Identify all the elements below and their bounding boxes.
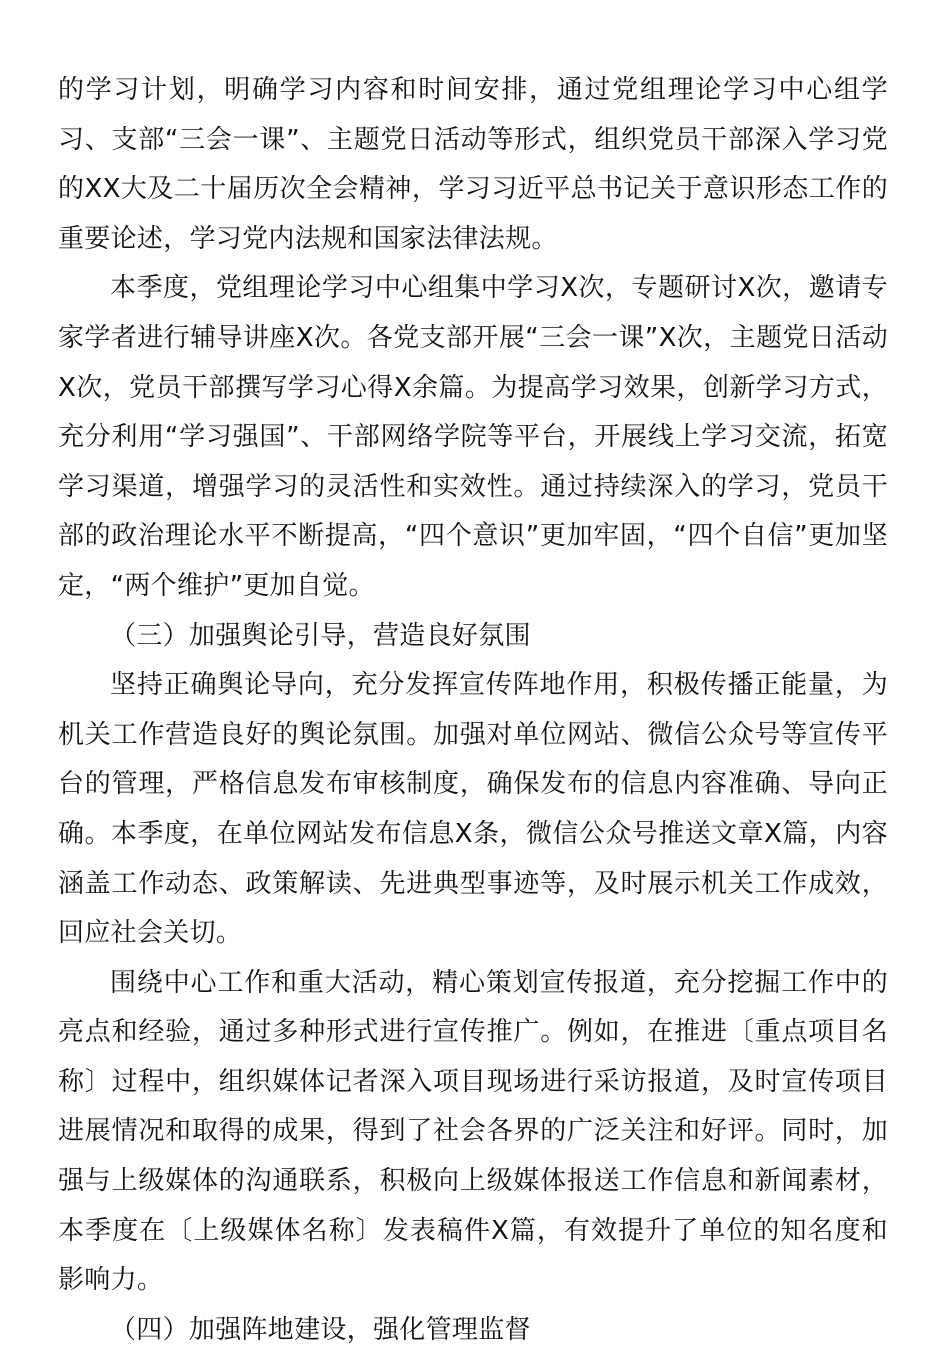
- paragraph-public-opinion: 坚持正确舆论导向，充分发挥宣传阵地作用，积极传播正能量，为机关工作营造良好的舆论氛围。加强对单位网站、微信公众号等宣传平台的管理，严格信息发布审核制度，确保发布的信息内容准确、导向正确。本季度，在单位网站发布信息X条，微信公众号推送文章X篇，内容涵盖工作动态、政策解读、先进典型事迹等，及时展示机关工作成效，回应社会关切。: [58, 670, 888, 949]
- paragraph-study-summary: 本季度，党组理论学习中心组集中学习X次，专题研讨X次，邀请专家学者进行辅导讲座X次。各党支部开展“三会一课”X次，主题党日活动X次，党员干部撰写学习心得X余篇。为提高学习效果，创新学习方式，充分利用“学习强国”、干部网络学院等平台，开展线上学习交流，拓宽学习渠道，增强学习的灵活性和实效性。通过持续深入的学习，党员干部的政治理论水平不断提高，“四个意识”更加牢固，“四个自信”更加坚定，“两个维护”更加自觉。: [58, 273, 888, 601]
- section-heading-3: （三）加强舆论引导，营造良好氛围: [110, 620, 531, 651]
- paragraph-publicity-reports: 围绕中心工作和重大活动，精心策划宣传报道，充分挖掘工作中的亮点和经验，通过多种形式进行宣传推广。例如，在推进〔重点项目名称〕过程中，组织媒体记者深入项目现场进行采访报道，及时宣传项目进展情况和取得的成果，得到了社会各界的广泛关注和好评。同时，加强与上级媒体的沟通联系，积极向上级媒体报送工作信息和新闻素材，本季度在〔上级媒体名称〕发表稿件X篇，有效提升了单位的知名度和影响力。: [58, 967, 888, 1296]
- paragraph-continuation: 的学习计划，明确学习内容和时间安排，通过党组理论学习中心组学习、支部“三会一课”、主题党日活动等形式，组织党员干部深入学习党的XX大及二十届历次全会精神，学习习近平总书记关于意识形态工作的重要论述，学习党内法规和国家法律法规。: [58, 75, 888, 254]
- document-body: [58, 66, 888, 1355]
- section-heading-4: （四）加强阵地建设，强化管理监督: [110, 1314, 531, 1345]
